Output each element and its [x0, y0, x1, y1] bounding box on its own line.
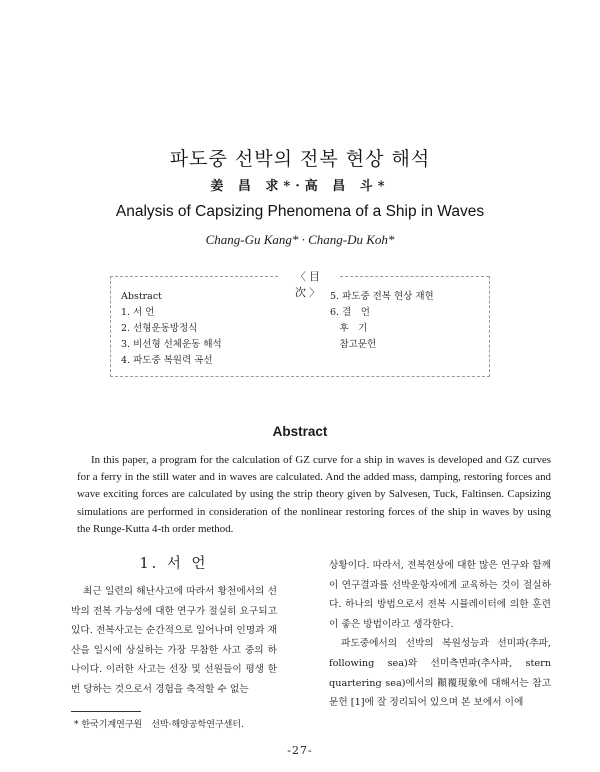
body-paragraph: 파도중에서의 선박의 복원성능과 선미파(추파, following sea)와 선미측면파(추사파, stern quartering sea)에서의 顚覆現象에 대해서는 참고문헌 [1]에 잘 정리되어 있으며 본 보에서 이에 — [329, 638, 551, 709]
toc-item: Abstract — [121, 291, 162, 302]
authors-english: Chang-Gu Kang* · Chang-Du Koh* — [205, 232, 395, 247]
abstract-heading: Abstract — [272, 424, 328, 439]
toc-item: 6. 결 언 — [330, 307, 370, 318]
page-number: -27- — [287, 744, 313, 757]
toc-border-top-left — [110, 276, 278, 277]
footnote-rule — [71, 711, 141, 712]
body-paragraph: 최근 일련의 해난사고에 따라서 황천에서의 선박의 전복 가능성에 대한 연구가 절실히 요구되고 있다. 전복사고는 순간적으로 일어나며 인명과 재산을 일시에 상실하는 가장 무참한 사고 중의 하나이다. 이러한 사고는 선장 및 선원들이 평생 한 번 당하는 것으로서 경험을 축적할 수 없는 — [71, 586, 277, 695]
toc-border-top-right — [340, 276, 489, 277]
toc-item: 1. 서 언 — [121, 307, 155, 318]
affiliation-footnote: * 한국기계연구원 선박·해양공학연구센터. — [74, 720, 244, 730]
body-paragraph: 상황이다. 따라서, 전복현상에 대한 많은 연구와 함께 이 연구결과를 선박운항자에게 교육하는 것이 절실하다. 하나의 방법으로서 전복 시뮬레이터에 의한 훈련이 좋은 방법이라고 생각한다. — [329, 560, 551, 630]
section-1-left-column — [71, 582, 277, 700]
toc-left-column — [121, 289, 222, 369]
toc-item: 후 기 — [330, 323, 368, 334]
toc-right-column — [330, 289, 434, 353]
toc-item: 참고문헌 — [330, 339, 377, 350]
paper-title-english: Analysis of Capsizing Phenomena of a Ship in Waves — [115, 203, 485, 220]
section-1-heading: 1. 서 언 — [139, 556, 209, 572]
toc-heading: 〈目 次〉 — [278, 268, 340, 300]
toc-item: 2. 선형운동방정식 — [121, 323, 198, 334]
toc-item: 4. 파도중 복원력 곡선 — [121, 355, 213, 366]
authors-korean: 姜 昌 求*·高 昌 斗* — [210, 179, 390, 194]
toc-item: 5. 파도중 전복 현상 재현 — [330, 291, 434, 302]
abstract-body: In this paper, a program for the calculation of GZ curve for a ship in waves is developed and GZ curves for a ferry in the still water and in waves are calculated. And the added mass, damping, restoring forces and wave exciting forces are calculated by using the strip theory given by Salvesen, Tuck, Faltinsen. Capsizing simulations are performed in consideration of the nonlinear restoring forces of the ship in waves by using the Runge-Kutta 4-th order method. — [77, 454, 551, 535]
paper-title-korean: 파도중 선박의 전복 현상 해석 — [169, 148, 431, 170]
toc-item: 3. 비선형 선체운동 해석 — [121, 339, 222, 350]
section-1-right-column — [329, 556, 551, 713]
